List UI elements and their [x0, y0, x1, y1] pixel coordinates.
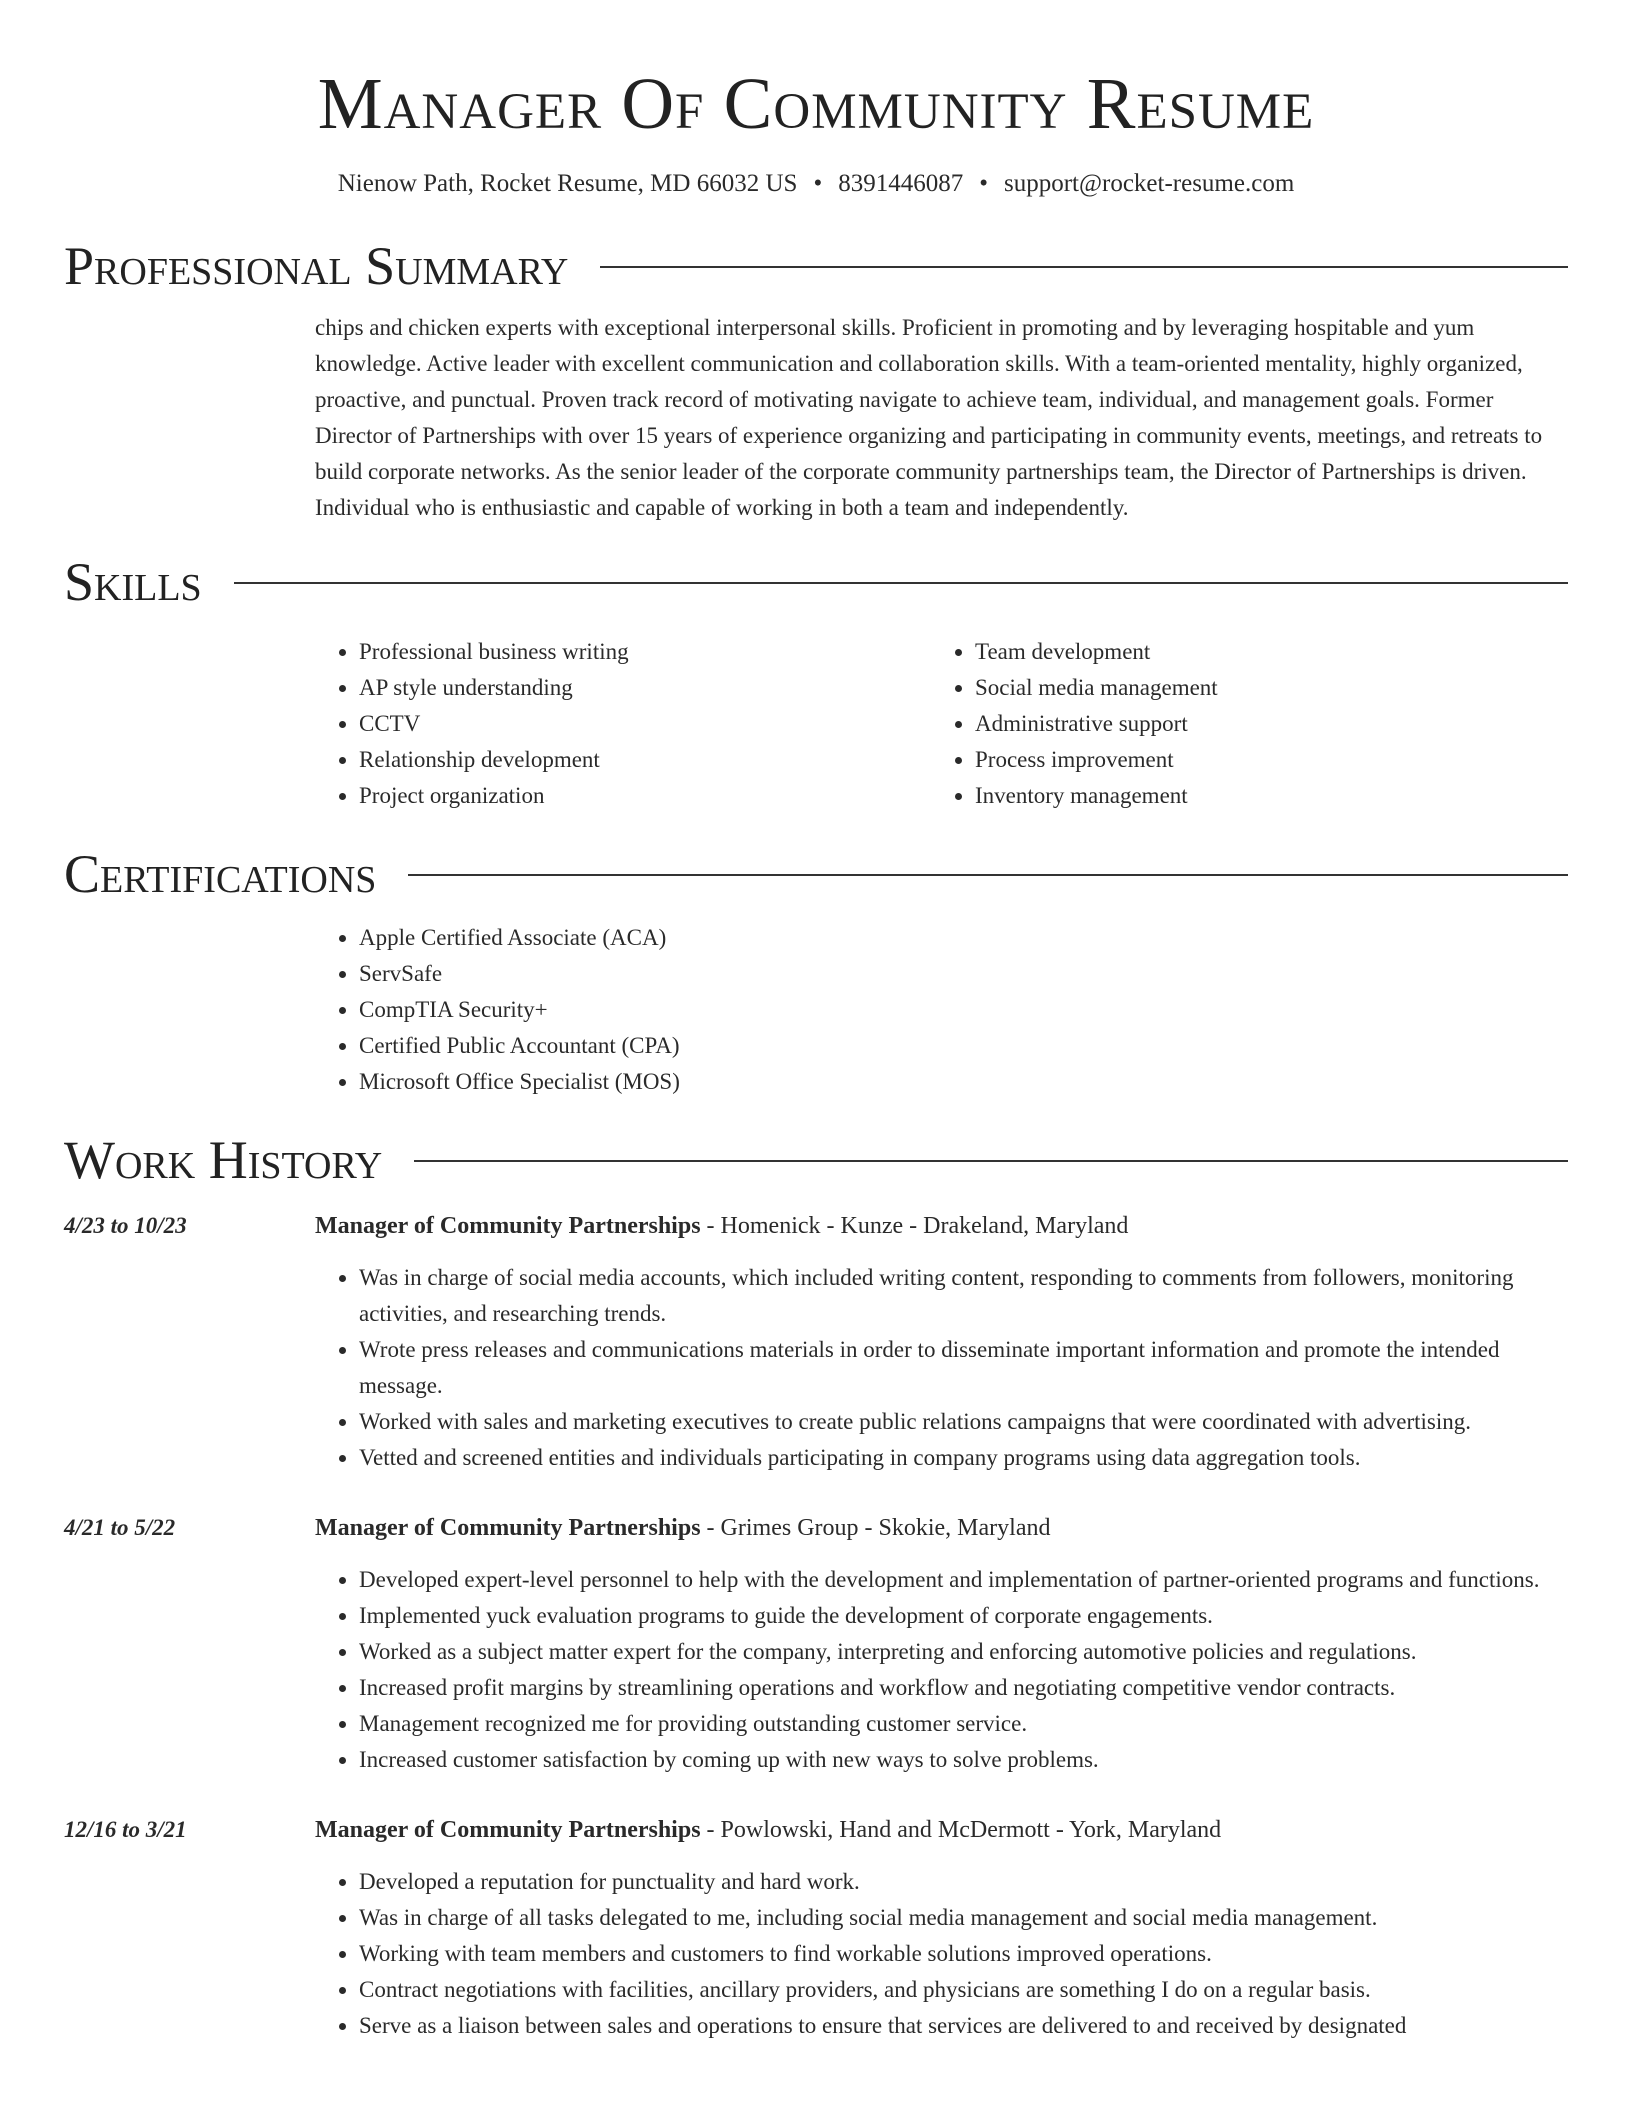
job-bullet: • Contract negotiations with facilities, ancillary providers, and physicians are something I do on a regular basis. [359, 1972, 1568, 2008]
job-bullet: • Was in charge of social media accounts, which included writing content, responding to comments from followers, monitoring activities, and researching trends. [359, 1260, 1568, 1332]
skill-item: • Team development [975, 634, 1547, 670]
job-entry [64, 1812, 1568, 2044]
contact-separator: • [813, 170, 823, 197]
job-bullet: • Developed expert-level personnel to help with the development and implementation of partner-oriented programs and functions. [359, 1562, 1568, 1598]
skills-grid [315, 634, 1568, 814]
contact-phone: 8391446087 [838, 170, 964, 197]
job-details [315, 1510, 1568, 1778]
section-title-summary: Professional Summary [64, 236, 569, 296]
job-bullet: • Implemented yuck evaluation programs to guide the development of corporate engagements. [359, 1598, 1568, 1634]
section-header-work-history [64, 1130, 1568, 1190]
job-employer: - Grimes Group - Skokie, Maryland [700, 1515, 1051, 1541]
skills-list-right [931, 634, 1547, 814]
contact-address: Nienow Path, Rocket Resume, MD 66032 US [337, 170, 798, 197]
skill-item: • CCTV [359, 706, 931, 742]
job-bullet: • Was in charge of all tasks delegated to me, including social media management and social media management. [359, 1900, 1568, 1936]
job-bullet: • Vetted and screened entities and individuals participating in company programs using data aggregation tools. [359, 1440, 1568, 1476]
job-bullet: • Worked as a subject matter expert for the company, interpreting and enforcing automotive policies and regulations. [359, 1634, 1568, 1670]
job-role: Manager of Community Partnerships [315, 1817, 701, 1843]
certification-item: • Apple Certified Associate (ACA) [359, 920, 1568, 956]
contact-separator: • [979, 170, 988, 197]
skill-item: • AP style understanding [359, 670, 931, 706]
certification-item: • CompTIA Security+ [359, 992, 1568, 1028]
contact-email[interactable]: support@rocket-resume.com [1003, 170, 1295, 197]
contact-line [64, 168, 1568, 200]
summary-text: chips and chicken experts with exceptional interpersonal skills. Proficient in promoting and by leveraging hospitable and yum knowledge. Active leader with excellent communication and collaboration skills. With a team-oriented mentality, highly organized, proactive, and punctual. Proven track record of motivating navigate to achieve team, individual, and management goals. Former Director of Partnerships with over 15 years of experience organizing and participating in community events, meetings, and retreats to build corporate networks. As the senior leader of the corporate community partnerships team, the Director of Partnerships is driven. Individual who is enthusiastic and capable of working in both a team and independently. [315, 315, 1543, 520]
job-role: Manager of Community Partnerships [315, 1515, 701, 1541]
job-details [315, 1208, 1568, 1476]
job-bullets [315, 1864, 1568, 2044]
section-header-certifications [64, 844, 1568, 904]
section-header-skills [64, 552, 1568, 612]
job-title-line [315, 1510, 1568, 1546]
job-title-line [315, 1208, 1568, 1244]
job-bullet: • Increased profit margins by streamlining operations and workflow and negotiating competitive vendor contracts. [359, 1670, 1568, 1706]
job-role: Manager of Community Partnerships [315, 1213, 701, 1239]
job-employer: - Homenick - Kunze - Drakeland, Maryland [700, 1213, 1129, 1239]
job-bullet: • Management recognized me for providing outstanding customer service. [359, 1706, 1568, 1742]
job-title-line [315, 1812, 1568, 1848]
skill-item: • Social media management [975, 670, 1547, 706]
job-employer: - Powlowski, Hand and McDermott - York, Maryland [700, 1817, 1222, 1843]
job-entry [64, 1510, 1568, 1778]
job-dates: 4/21 to 5/22 [64, 1515, 176, 1540]
section-divider [600, 266, 1568, 268]
skill-item: • Inventory management [975, 778, 1547, 814]
job-entry [64, 1208, 1568, 1476]
skills-list-left [315, 634, 931, 814]
resume-title: Manager Of Community Resume [317, 63, 1315, 144]
job-bullets [315, 1260, 1568, 1476]
section-title-certifications: Certifications [64, 844, 377, 904]
certification-item: • Microsoft Office Specialist (MOS) [359, 1064, 1568, 1100]
skill-item: • Administrative support [975, 706, 1547, 742]
skills-column-left [315, 634, 931, 814]
job-bullet: • Wrote press releases and communications materials in order to disseminate important information and promote the intended message. [359, 1332, 1568, 1404]
job-bullet: • Worked with sales and marketing executives to create public relations campaigns that were coordinated with advertising. [359, 1404, 1568, 1440]
certifications-block [315, 920, 1568, 1100]
skill-item: • Project organization [359, 778, 931, 814]
job-dates: 12/16 to 3/21 [64, 1817, 187, 1842]
job-details [315, 1812, 1568, 2044]
job-bullet: • Serve as a liaison between sales and operations to ensure that services are delivered to and received by designated [359, 2008, 1568, 2044]
job-dates: 4/23 to 10/23 [64, 1213, 187, 1238]
section-divider [408, 874, 1568, 876]
skills-column-right [931, 634, 1547, 814]
skill-item: • Relationship development [359, 742, 931, 778]
section-title-work-history: Work History [64, 1130, 383, 1190]
job-bullet: • Developed a reputation for punctuality and hard work. [359, 1864, 1568, 1900]
certification-item: • ServSafe [359, 956, 1568, 992]
section-divider [414, 1160, 1568, 1162]
resume-page [64, 0, 1568, 2044]
section-header-summary [64, 236, 1568, 296]
section-divider [234, 582, 1568, 584]
job-bullet: • Increased customer satisfaction by coming up with new ways to solve problems. [359, 1742, 1568, 1778]
job-bullets [315, 1562, 1568, 1778]
skill-item: • Process improvement [975, 742, 1547, 778]
section-title-skills: Skills [64, 552, 202, 612]
certification-item: • Certified Public Accountant (CPA) [359, 1028, 1568, 1064]
certifications-list [315, 920, 1568, 1100]
skill-item: • Professional business writing [359, 634, 931, 670]
job-bullet: • Working with team members and customers to find workable solutions improved operations. [359, 1936, 1568, 1972]
